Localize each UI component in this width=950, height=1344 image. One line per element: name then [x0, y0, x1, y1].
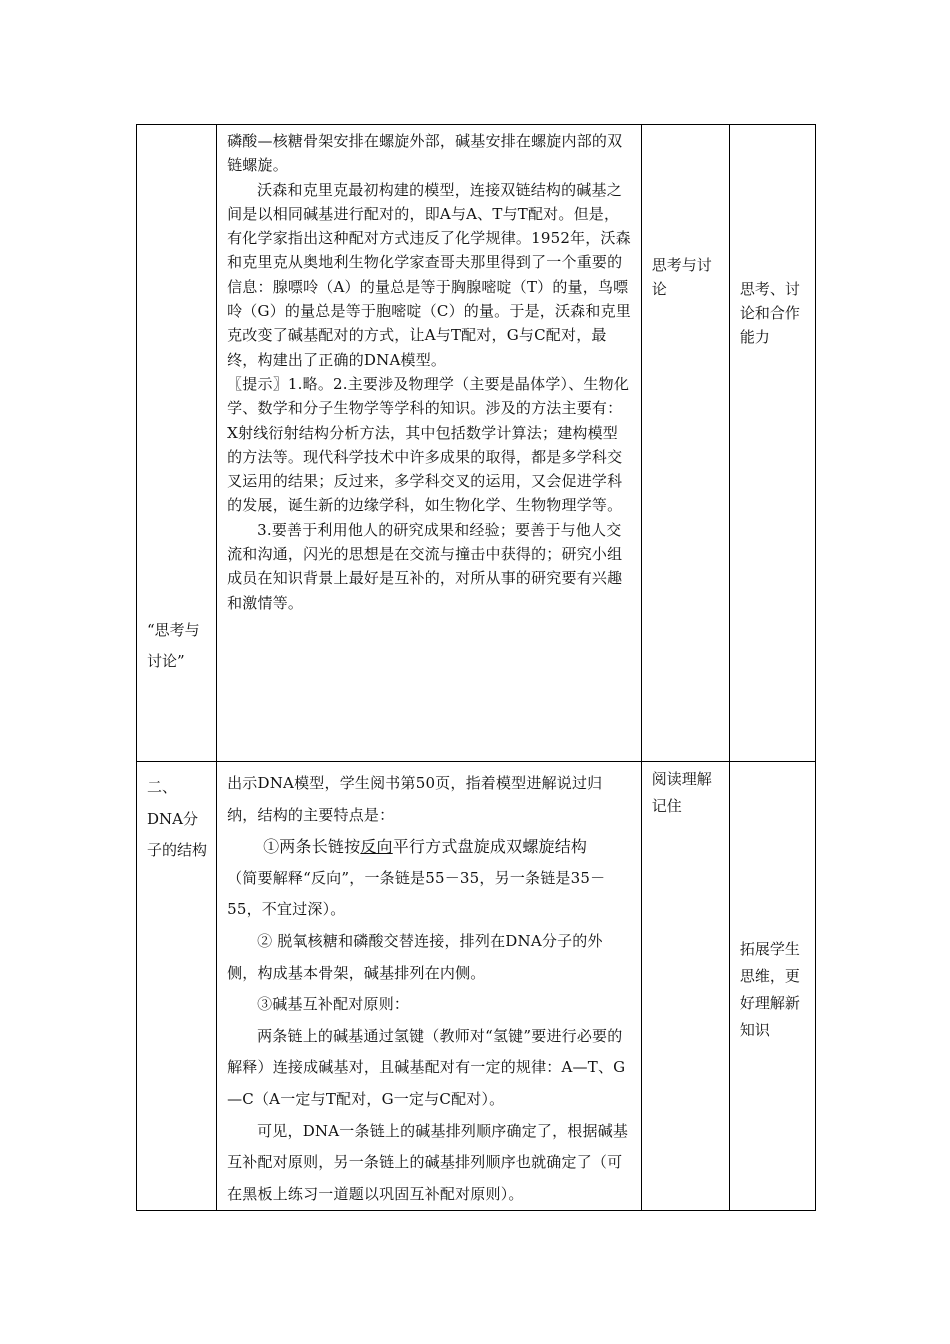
content-paragraph: 可见，DNA一条链上的碱基排列顺序确定了，根据碱基互补配对原则，另一条链上的碱基排列顺序也就确定了（可在黑板上练习一道题以巩固互补配对原则）。: [227, 1121, 629, 1203]
content-paragraph: 3.要善于利用他人的研究成果和经验；要善于与他人交流和沟通，闪光的思想是在交流与撞击中获得的；研究小组成员在知识背景上最好是互补的，对所从事的研究要有兴趣和激情等。: [227, 520, 623, 612]
stage-cell: [137, 762, 217, 1211]
student-activity: 阅读理解记住: [651, 770, 712, 815]
lesson-plan-table: [136, 124, 816, 1211]
content-paragraph: ①两条长链按反向平行方式盘旋成双螺旋结构: [263, 837, 588, 857]
content-paragraph: 沃森和克里克最初构建的模型，连接双链结构的碱基之间是以相同碱基进行配对的，即A与A、T与T配对。但是，有化学家指出这种配对方式违反了化学规律。1952年，沃森和克里克从奥地利生物化学家查哥夫那里得到了一个重要的信息：腺嘌呤（A）的量总是等于胸腺嘧啶（T）的量，鸟嘌呤（G）的量总是等于胞嘧啶（C）的量。于是，沃森和克里克改变了碱基配对的方式，让A与T配对，G与C配对，最终，构建出了正确的DNA模型。: [227, 180, 631, 369]
student-activity: 思考与讨论: [651, 256, 712, 298]
content-paragraph: 〖提示〗1.略。2.主要涉及物理学（主要是晶体学）、生物化学、数学和分子生物学等学科的知识。涉及的方法主要有：X射线衍射结构分析方法，其中包括数学计算法；建构模型的方法等。现代科学技术中许多成果的取得，都是多学科交叉运用的结果；反过来，多学科交叉的运用，又会促进学科的发展，诞生新的边缘学科，如生物化学、生物物理学等。: [227, 374, 630, 515]
design-intent-cell: [729, 125, 815, 762]
design-intent: 拓展学生思维，更好理解新知识: [739, 940, 800, 1039]
content-paragraph: 磷酸—核糖骨架安排在螺旋外部，碱基安排在螺旋内部的双链螺旋。: [227, 132, 623, 175]
stage-label: 二、DNA分子的结构: [147, 778, 208, 860]
content-cell: [217, 762, 642, 1211]
design-intent-cell: [729, 762, 815, 1211]
underlined-term: 反向: [360, 837, 393, 857]
design-intent: 思考、讨论和合作能力: [739, 280, 800, 346]
student-activity-cell: [641, 125, 729, 762]
content-paragraph: ③碱基互补配对原则：: [257, 995, 410, 1014]
content-paragraph: （简要解释“反向”，一条链是55－35，另一条链是35－55，不宜过深）。: [227, 868, 606, 919]
stage-cell: [137, 125, 217, 762]
stage-label: “思考与讨论”: [147, 621, 200, 670]
content-cell: [217, 125, 642, 762]
content-paragraph: 两条链上的碱基通过氢键（教师对“氢键”要进行必要的解释）连接成碱基对，且碱基配对有一定的规律：A—T、G—C（A一定与T配对，G一定与C配对）。: [227, 1026, 626, 1108]
table-row: [137, 762, 816, 1211]
content-paragraph: 出示DNA模型，学生阅书第50页，指着模型进解说过归纳，结构的主要特点是：: [227, 774, 603, 824]
table-row: [137, 125, 816, 762]
content-paragraph: ② 脱氧核糖和磷酸交替连接，排列在DNA分子的外侧，构成基本骨架，碱基排列在内侧。: [227, 931, 603, 982]
student-activity-cell: [641, 762, 729, 1211]
